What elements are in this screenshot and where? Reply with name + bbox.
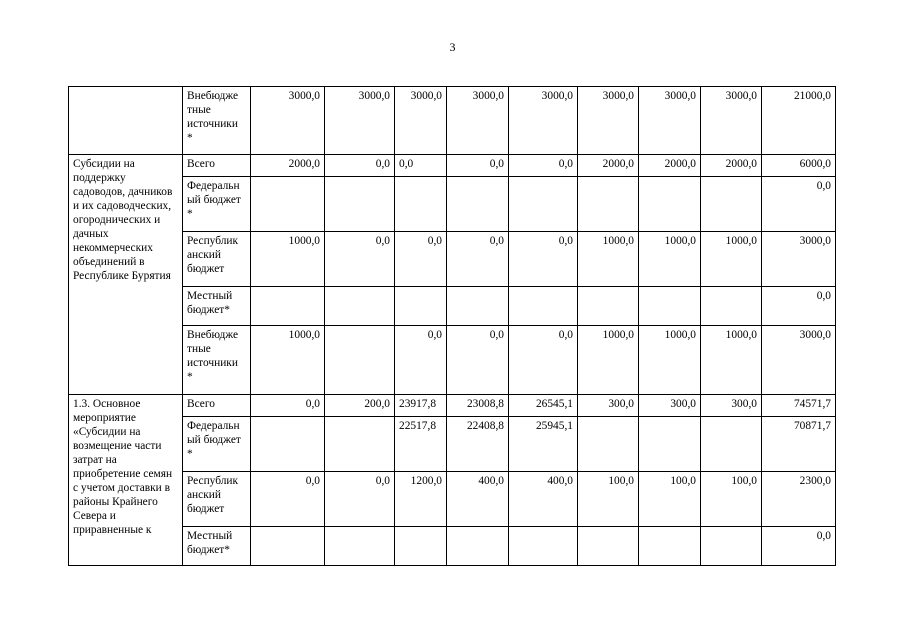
value-cell: 26545,1 — [509, 395, 578, 417]
value-cell — [251, 527, 325, 566]
value-cell — [447, 177, 509, 232]
value-cell: 22408,8 — [447, 417, 509, 472]
table-row — [69, 155, 836, 177]
value-cell: 3000,0 — [639, 87, 701, 155]
value-cell: 0,0 — [251, 472, 325, 527]
value-cell — [325, 417, 395, 472]
value-cell: 1000,0 — [701, 326, 762, 395]
measure-name-cell — [69, 87, 183, 155]
value-cell: 21000,0 — [762, 87, 836, 155]
value-cell — [395, 177, 447, 232]
value-cell: 0,0 — [251, 395, 325, 417]
value-cell: 0,0 — [447, 326, 509, 395]
value-cell — [639, 417, 701, 472]
value-cell: 0,0 — [395, 326, 447, 395]
value-cell: 1000,0 — [639, 326, 701, 395]
value-cell: 400,0 — [447, 472, 509, 527]
value-cell: 6000,0 — [762, 155, 836, 177]
value-cell — [701, 287, 762, 326]
value-cell: 100,0 — [639, 472, 701, 527]
value-cell — [447, 527, 509, 566]
value-cell — [639, 177, 701, 232]
funding-source-cell: Федеральн ый бюджет * — [183, 177, 251, 232]
funding-source-cell: Республик анский бюджет — [183, 232, 251, 287]
value-cell: 1000,0 — [251, 232, 325, 287]
value-cell: 3000,0 — [251, 87, 325, 155]
value-cell — [578, 287, 639, 326]
value-cell: 300,0 — [639, 395, 701, 417]
value-cell — [509, 287, 578, 326]
value-cell: 0,0 — [325, 232, 395, 287]
measure-name-cell: 1.3. Основное мероприятие «Субсидии на возмещение части затрат на приобретение семян с учетом доставки в районы Крайнего Севера и приравненные к — [69, 395, 183, 566]
value-cell: 2000,0 — [251, 155, 325, 177]
value-cell — [701, 527, 762, 566]
value-cell — [325, 527, 395, 566]
table-row — [69, 87, 836, 155]
funding-source-cell: Внебюдже тные источники * — [183, 87, 251, 155]
value-cell: 1000,0 — [701, 232, 762, 287]
value-cell — [701, 417, 762, 472]
value-cell: 3000,0 — [325, 87, 395, 155]
value-cell: 74571,7 — [762, 395, 836, 417]
table-row — [69, 326, 836, 395]
value-cell: 0,0 — [395, 232, 447, 287]
value-cell: 1000,0 — [639, 232, 701, 287]
value-cell: 100,0 — [701, 472, 762, 527]
value-cell: 0,0 — [325, 155, 395, 177]
value-cell: 23008,8 — [447, 395, 509, 417]
value-cell: 1000,0 — [578, 326, 639, 395]
table-row — [69, 232, 836, 287]
funding-source-cell: Республик анский бюджет — [183, 472, 251, 527]
value-cell: 0,0 — [395, 155, 447, 177]
value-cell — [251, 177, 325, 232]
value-cell — [509, 177, 578, 232]
value-cell: 1200,0 — [395, 472, 447, 527]
value-cell: 0,0 — [762, 177, 836, 232]
value-cell: 22517,8 — [395, 417, 447, 472]
funding-source-cell: Всего — [183, 155, 251, 177]
budget-table — [68, 86, 836, 566]
value-cell: 100,0 — [578, 472, 639, 527]
value-cell: 2000,0 — [701, 155, 762, 177]
value-cell — [447, 287, 509, 326]
value-cell — [578, 417, 639, 472]
value-cell — [578, 527, 639, 566]
value-cell — [578, 177, 639, 232]
value-cell — [509, 527, 578, 566]
value-cell: 0,0 — [509, 155, 578, 177]
table-row — [69, 417, 836, 472]
value-cell: 0,0 — [509, 326, 578, 395]
value-cell: 3000,0 — [701, 87, 762, 155]
value-cell — [251, 287, 325, 326]
value-cell — [325, 326, 395, 395]
value-cell: 3000,0 — [578, 87, 639, 155]
value-cell: 1000,0 — [578, 232, 639, 287]
value-cell — [639, 287, 701, 326]
value-cell: 3000,0 — [762, 232, 836, 287]
value-cell: 2000,0 — [639, 155, 701, 177]
table-row — [69, 287, 836, 326]
table-row — [69, 395, 836, 417]
value-cell: 2300,0 — [762, 472, 836, 527]
value-cell: 0,0 — [447, 155, 509, 177]
value-cell: 1000,0 — [251, 326, 325, 395]
value-cell — [639, 527, 701, 566]
value-cell: 300,0 — [701, 395, 762, 417]
value-cell — [395, 527, 447, 566]
value-cell: 3000,0 — [762, 326, 836, 395]
table-row — [69, 472, 836, 527]
value-cell: 23917,8 — [395, 395, 447, 417]
value-cell: 400,0 — [509, 472, 578, 527]
value-cell — [701, 177, 762, 232]
measure-name-cell: Субсидии на поддержку садоводов, дачников и их садоводческих, огороднических и дачных некоммерческих объединений в Республике Бурятия — [69, 155, 183, 395]
table-row — [69, 527, 836, 566]
value-cell — [251, 417, 325, 472]
value-cell: 3000,0 — [395, 87, 447, 155]
value-cell: 0,0 — [762, 287, 836, 326]
funding-source-cell: Всего — [183, 395, 251, 417]
value-cell: 0,0 — [447, 232, 509, 287]
value-cell — [395, 287, 447, 326]
value-cell: 0,0 — [762, 527, 836, 566]
funding-source-cell: Внебюдже тные источники * — [183, 326, 251, 395]
page-number: 3 — [449, 40, 456, 54]
value-cell: 2000,0 — [578, 155, 639, 177]
value-cell: 25945,1 — [509, 417, 578, 472]
value-cell: 3000,0 — [447, 87, 509, 155]
value-cell — [325, 177, 395, 232]
value-cell: 0,0 — [509, 232, 578, 287]
funding-source-cell: Федеральн ый бюджет * — [183, 417, 251, 472]
value-cell: 200,0 — [325, 395, 395, 417]
funding-source-cell: Местный бюджет* — [183, 287, 251, 326]
funding-source-cell: Местный бюджет* — [183, 527, 251, 566]
value-cell: 300,0 — [578, 395, 639, 417]
value-cell: 70871,7 — [762, 417, 836, 472]
value-cell — [325, 287, 395, 326]
value-cell: 3000,0 — [509, 87, 578, 155]
table-row — [69, 177, 836, 232]
value-cell: 0,0 — [325, 472, 395, 527]
